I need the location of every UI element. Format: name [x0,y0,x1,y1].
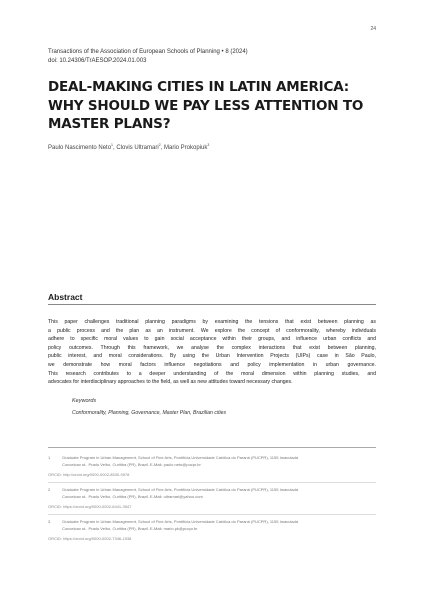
abstract-line: we demonstrate how moral factors influence negotiations and policy implementation in urban governance. [48,361,376,368]
abstract-line: a public process and the plan as an instrument. We explore the concept of conformorality, whereby individuals [48,327,376,334]
footnote-separator [48,482,376,483]
footnote-2 [48,487,376,501]
keywords-list: Conformorality, Planning, Governance, Master Plan, Brazilian cities [72,410,227,416]
footnote-number: 1 [48,455,51,460]
abstract-line: policy outcomes. Through this framework, we analyse the complex interactions that exist between planning, [48,344,376,351]
footnote-number: 2 [48,487,51,492]
footnote-1 [48,455,376,469]
footnote-line: Conceicao st., Prado Velho, Curitiba (PR), Brazil. E-Mail: mario.pk@pucpr.br [62,525,198,531]
footnote-separator [48,514,376,515]
footnote-line: Conceicao st., Prado Velho, Curitiba (PR), Brazil. E-Mail: ultramari@yahoo.com [62,493,203,499]
author-affiliation-mark: 2 [158,143,161,147]
footnote-line: Graduate Program in Urban Management, School of Fine Arts, Pontifícia Universidade Católica do Paraná (PUCPR), 1155 Imaculada [62,455,299,460]
abstract-divider [48,304,376,305]
footnote-line: Conceicao st., Prado Velho, Curitiba (PR), Brazil. E-Mail: paulo.neto@pucpr.br [62,461,201,467]
orcid-link[interactable]: ORCID: https://orcid.org/0000-0002-7346-1938 [48,536,132,541]
footnote-line: Graduate Program in Urban Management, School of Fine Arts, Pontifícia Universidade Católica do Paraná (PUCPR), 1155 Imaculada [62,519,299,524]
footnote-divider [48,447,376,448]
abstract-line: advocates for interdisciplinary approaches to the field, as well as new attitudes toward necessary changes. [48,379,293,386]
author-affiliation-mark: 1 [111,143,113,147]
footnote-number: 3 [48,519,51,524]
orcid-link[interactable]: ORCID: http://orcid.org/0000-0002-8530-9978 [48,472,130,477]
author-name: Mario Prokopiuk [163,145,208,151]
abstract-line: This research contributes to a deeper understanding of the moral dimension within planning studies, and [48,370,376,377]
title-line: MASTER PLANS? [48,116,171,132]
abstract-line: adhere to specific moral values to gain social acceptance within their groups, and influence urban conflicts and [48,336,376,343]
abstract-line: This paper challenges traditional planning paradigms by examining the tensions that exist between planning as [48,319,376,325]
abstract-text [48,318,376,387]
footnote-line: Graduate Program in Urban Management, School of Fine Arts, Pontifícia Universidade Católica do Paraná (PUCPR), 1155 Imaculada [62,487,299,492]
journal-name: Transactions of the Association of European Schools of Planning • 8 (2024) [48,49,248,55]
author-affiliation-mark: 3 [207,143,210,147]
page-number: 24 [370,26,376,32]
author-list: Paulo Nascimento Neto$^1$, Clovis Ultramari$^2$, Mario Prokopiuk$^3$ [48,143,210,151]
abstract-line: public interest, and moral considerations. By using the Urban Intervention Projects (UIPs) case in São Paulo, [48,353,376,360]
orcid-link[interactable]: ORCID: https://orcid.org/0000-0002-6441-3547 [48,504,132,509]
paper-title [48,78,378,134]
title-line: WHY SHOULD WE PAY LESS ATTENTION TO [48,97,364,114]
footnote-3 [48,519,376,533]
keywords-label: Keywords [72,398,97,404]
abstract-heading: Abstract [48,292,83,302]
author-name: Paulo Nascimento Neto [48,145,112,151]
title-line: DEAL-MAKING CITIES IN LATIN AMERICA: [48,79,349,95]
doi-link[interactable]: doi: 10.24306/TrAESOP.2024.01.003 [48,58,147,64]
author-name: Clovis Ultramari [116,145,159,151]
